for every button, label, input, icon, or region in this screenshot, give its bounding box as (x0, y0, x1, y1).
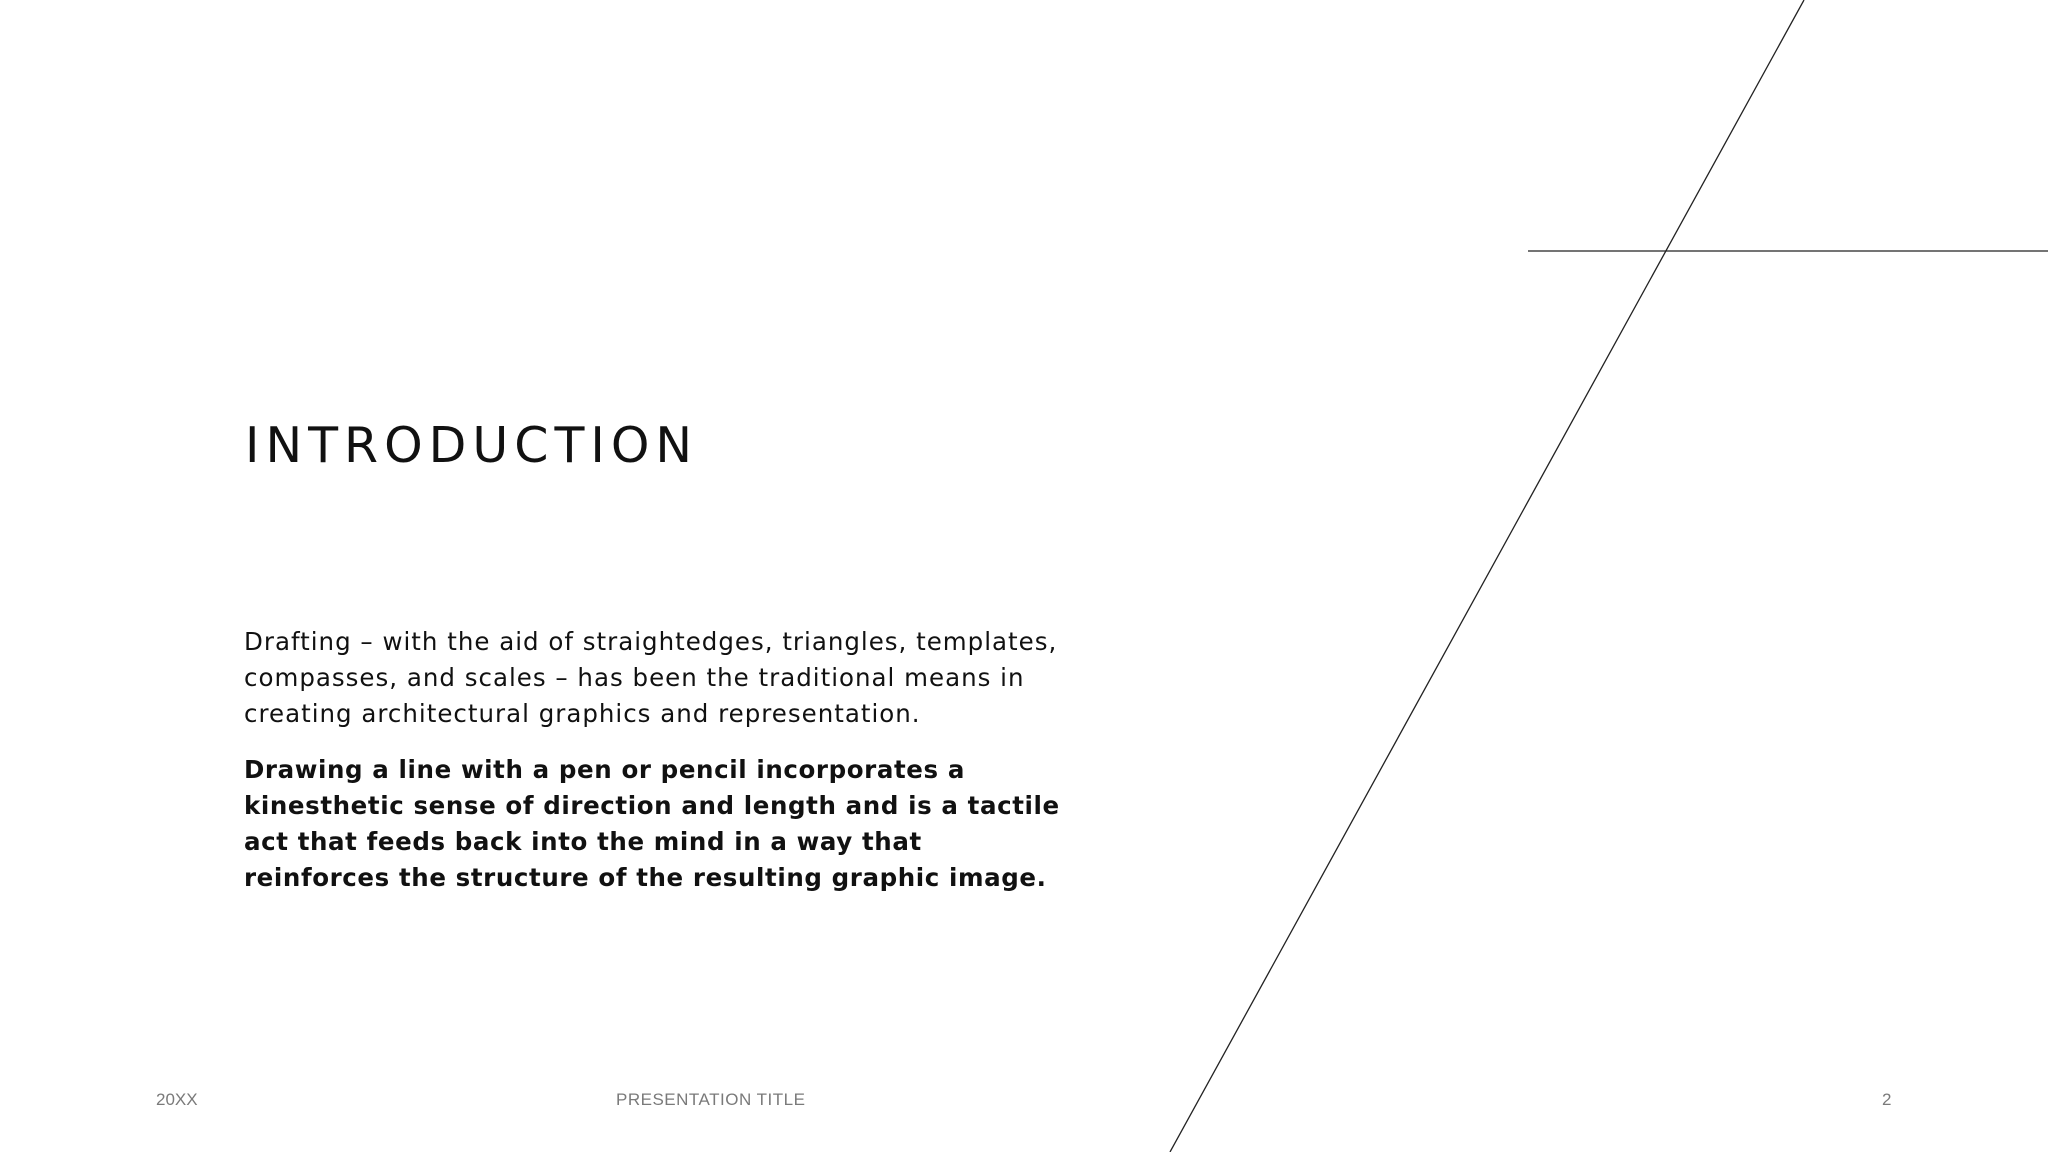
body-paragraph: Drafting – with the aid of straightedges, triangles, templates, compasses, and scales – has been the traditional means in creating architectural graphics and representation. (244, 627, 1058, 728)
slide-body (244, 624, 1074, 896)
footer-page-number: 2 (1882, 1090, 1892, 1109)
body-paragraph-bold: Drawing a line with a pen or pencil incorporates a kinesthetic sense of direction and length and is a tactile act that feeds back into the mind in a way that reinforces the structure of the resulting graphic image. (244, 755, 1060, 892)
diagonal-line (1170, 0, 1804, 1152)
footer-date: 20XX (156, 1090, 198, 1109)
footer-presentation-title: PRESENTATION TITLE (616, 1090, 806, 1109)
slide-title: INTRODUCTION (245, 417, 699, 474)
